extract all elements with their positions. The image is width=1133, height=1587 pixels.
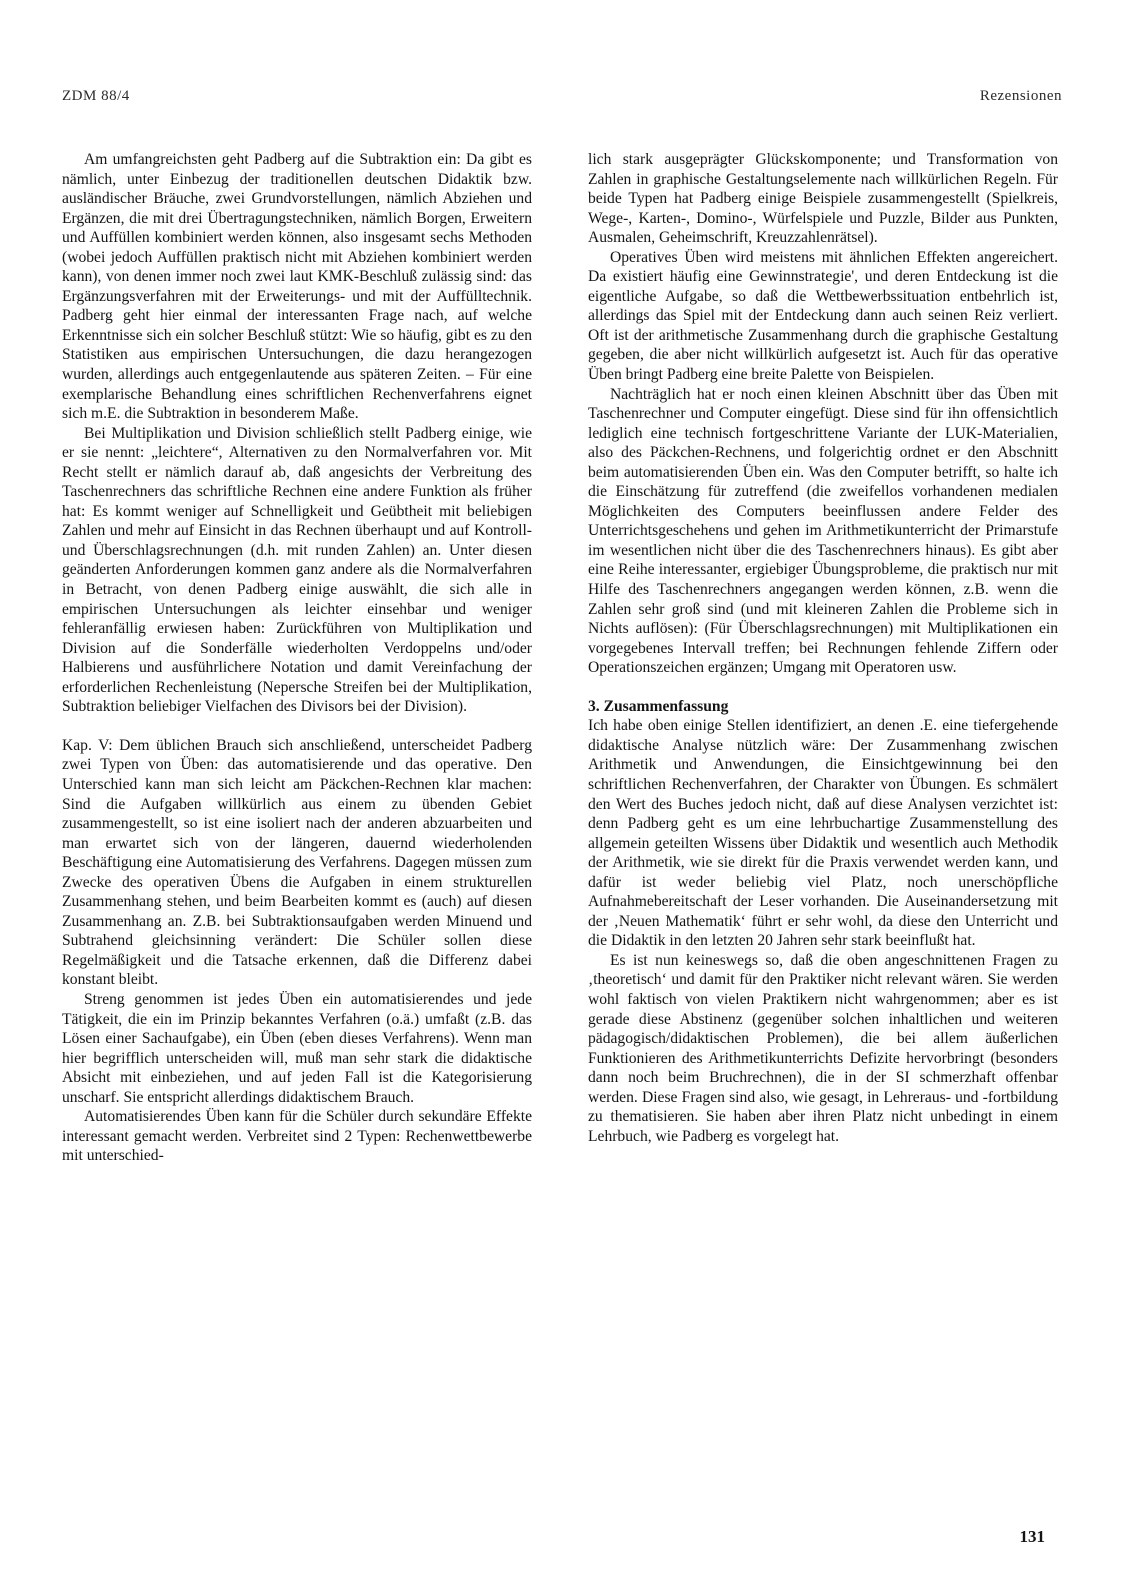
page-number: 131: [1019, 1527, 1045, 1546]
paragraph: Automatisierendes Üben kann für die Schüler durch sekundäre Effekte interessant gemacht werden. Verbreitet sind 2 Typen: Rechenwettbewerbe mit unterschied-: [62, 1108, 532, 1165]
paragraph: Ich habe oben einige Stellen identifiziert, an denen .E. eine tiefergehende didaktische Analyse nützlich wäre: Der Zusammenhang zwischen Arithmetik und Anwendungen, die Einsichtgewinnung bei den schriftlichen Rechenverfahren, der Charakter von Übungen. Es schmälert den Wert des Buches jedoch nicht, daß auf diese Analysen verzichtet ist: denn Padberg geht es um eine lehrbuchartige Zusammenstellung des allgemein geteilten Wissens über Didaktik und wesentlich auch Methodik der Arithmetik, wie sie direkt für die Praxis verwendet werden kann, und dafür ist weder beliebig viel Platz, noch unerschöpfliche Aufnahmebereitschaft der Leser vorhanden. Die Auseinandersetzung mit der ‚Neuen Mathematik‘ führt er sehr wohl, da diese den Unterricht und die Didaktik in den letzten 20 Jahren sehr stark beeinflußt hat.: [588, 717, 1058, 950]
journal-issue: ZDM 88/4: [62, 88, 130, 104]
paragraph: Streng genommen ist jedes Üben ein automatisierendes und jede Tätigkeit, die ein im Prinzip bekanntes Verfahren (o.ä.) umfaßt (z.B. das Lösen einer Sachaufgabe), ein Üben (eben dieses Verfahrens). Wenn man hier begrifflich unterscheiden will, muß man sehr stark die didaktische Absicht mit einbeziehen, und auf jeden Fall ist die Kategorisierung unscharf. Sie entspricht allerdings didaktischem Brauch.: [62, 990, 532, 1106]
paragraph: Nachträglich hat er noch einen kleinen Abschnitt über das Üben mit Taschenrechner und Computer eingefügt. Diese sind für ihn offensichtlich lediglich eine technisch fortgeschrittene Variante der LUK-Materialien, also des Päckchen-Rechnens, und folgerichtig ordnet er den Abschnitt beim automatisierenden Üben ein. Was den Computer betrifft, so halte ich die Einschätzung für zutreffend (die zweifellos vorhandenen medialen Möglichkeiten des Computers beeinflussen andere Felder des Unterrichtsgeschehens und gehen im Arithmetikunterricht der Primarstufe im wesentlichen nicht über die des Taschenrechners hinaus). Es gibt aber eine Reihe interessanter, ergiebiger Übungsprobleme, die praktisch nur mit Hilfe des Taschenrechners angegangen werden können, z.B. wenn die Zahlen sehr groß sind (und mit kleineren Zahlen die Probleme sich in Nichts auflösen): (Für Überschlagsrechnungen) mit Multiplikationen ein vorgegebenes Intervall treffen; bei Rechnungen fehlende Ziffern oder Operationszeichen ergänzen; Umgang mit Operatoren usw.: [588, 385, 1058, 677]
right-column: [588, 150, 1058, 1146]
paragraph: Am umfangreichsten geht Padberg auf die Subtraktion ein: Da gibt es nämlich, unter Einbezug der traditionellen deutschen Didaktik bzw. ausländischer Bräuche, zwei Grundvorstellungen, nämlich Abziehen und Ergänzen, die mit drei Übertragungstechniken, nämlich Borgen, Erweitern und Auffüllen kombiniert werden können, also insgesamt sechs Methoden (wobei jedoch Auffüllen praktisch nicht mit Abziehen kombiniert werden kann), von denen immer noch zwei laut KMK-Beschluß zulässig sind: das Ergänzungsverfahren mit der Erweiterungs- und mit der Auffülltechnik. Padberg geht hier einmal der interessanten Frage nach, auf welche Erkenntnisse sich ein solcher Beschluß stützt: Wie so häufig, gibt es zu den Statistiken aus empirischen Untersuchungen, die dazu herangezogen wurden, allerdings auch entgegenlautende aus späteren Zeiten. – Für eine exemplarische Behandlung eines schriftlichen Rechenverfahrens eignet sich m.E. die Subtraktion in besonderem Maße.: [62, 151, 532, 423]
running-header: [62, 88, 1062, 112]
paragraph: Es ist nun keineswegs so, daß die oben angeschnittenen Fragen zu ‚theoretisch‘ und damit für den Praktiker nicht relevant wären. Sie werden wohl faktisch von vielen Praktikern nicht wahrgenommen; aber es ist gerade diese Abstinenz (gegenüber solchen inhaltlichen und weiteren pädagogisch/didaktischen Problemen), die bei allem äußerlichen Funktionieren des Arithmetikunterrichts Defizite hervorbringt (besonders dann noch beim Bruchrechnen), die in der SI schmerzhaft offenbar werden. Diese Fragen sind also, wie gesagt, in Lehreraus- und -fortbildung zu thematisieren. Sie haben aber ihren Platz nicht unbedingt in einem Lehrbuch, wie Padberg es vorgelegt hat.: [588, 951, 1058, 1145]
left-column: [62, 150, 532, 1166]
paragraph: Operatives Üben wird meistens mit ähnlichen Effekten angereichert. Da existiert häufig eine Gewinnstrategie', und deren Entdeckung ist die eigentliche Aufgabe, so daß die Wettbewerbssituation entbehrlich ist, allerdings das Spiel mit der Entdeckung dann auch seinen Reiz verliert. Oft ist der arithmetische Zusammenhang durch die graphische Gestaltung gegeben, die aber nicht willkürlich aufgesetzt ist. Auch für das operative Üben bringt Padberg eine breite Palette von Beispielen.: [588, 248, 1058, 384]
section-name: Rezensionen: [979, 88, 1062, 104]
summary-section: [588, 697, 1058, 1147]
paragraph: Kap. V: Dem üblichen Brauch sich anschließend, unterscheidet Padberg zwei Typen von Üben: das automatisierende und das operative. Den Unterschied kann man sich leicht am Päckchen-Rechnen klar machen: Sind die Aufgaben willkürlich aus einem zu übenden Gebiet zusammengestellt, so ist eine isoliert nach der anderen abzuarbeiten und man erwartet sich von der längeren, dauernd wiederholenden Beschäftigung eine Automatisierung des Verfahrens. Dagegen müssen zum Zwecke des operativen Übens die Aufgaben in einem strukturellen Zusammenhang stehen, und beim Bearbeiten kommt es (auch) auf diesen Zusammenhang an. Z.B. bei Subtraktionsaufgaben werden Minuend und Subtrahend gleichsinning verändert: Die Schüler sollen diese Regelmäßigkeit und die Tatsache erkennen, daß die Differenz dabei konstant bleibt.: [62, 736, 532, 989]
paragraph: Bei Multiplikation und Division schließlich stellt Padberg einige, wie er sie nennt: „leichtere“, Alternativen zu den Normalverfahren vor. Mit Recht stellt er nämlich darauf ab, daß angesichts der Verbreitung des Taschenrechners das schriftliche Rechnen eine andere Funktion als früher hat: Es kommt weniger auf Schnelligkeit und Geübtheit mit beliebigen Zahlen und mehr auf Einsicht in das Rechnen überhaupt und auf Kontroll- und Überschlagsrechnungen (d.h. mit runden Zahlen) an. Unter diesen geänderten Anforderungen kommen ganz andere als die Normalverfahren in Betracht, von denen Padberg einige auswählt, die sich alle in empirischen Untersuchungen als leichter einsehbar und weniger fehleranfällig erwiesen haben: Zurückführen von Multiplikation und Division auf die Sonderfälle wiederholten Verdoppelns und/oder Halbierens und ausführlichere Notation und damit Vereinfachung der erforderlichen Rechenleistung (Nepersche Streifen bei der Multiplikation, Subtraktion beliebiger Vielfachen des Divisors bei der Division).: [62, 424, 532, 716]
section-title: 3. Zusammenfassung: [588, 697, 729, 715]
paragraph: lich stark ausgeprägter Glückskomponente; und Transformation von Zahlen in graphische Gestaltungselemente nach willkürlichen Regeln. Für beide Typen hat Padberg einige Beispiele zusammengestellt (Spielkreis, Wege-, Karten-, Domino-, Würfelspiele und Puzzle, Bilder aus Punkten, Ausmalen, Geheimschrift, Kreuzzahlenrätsel).: [588, 151, 1058, 247]
